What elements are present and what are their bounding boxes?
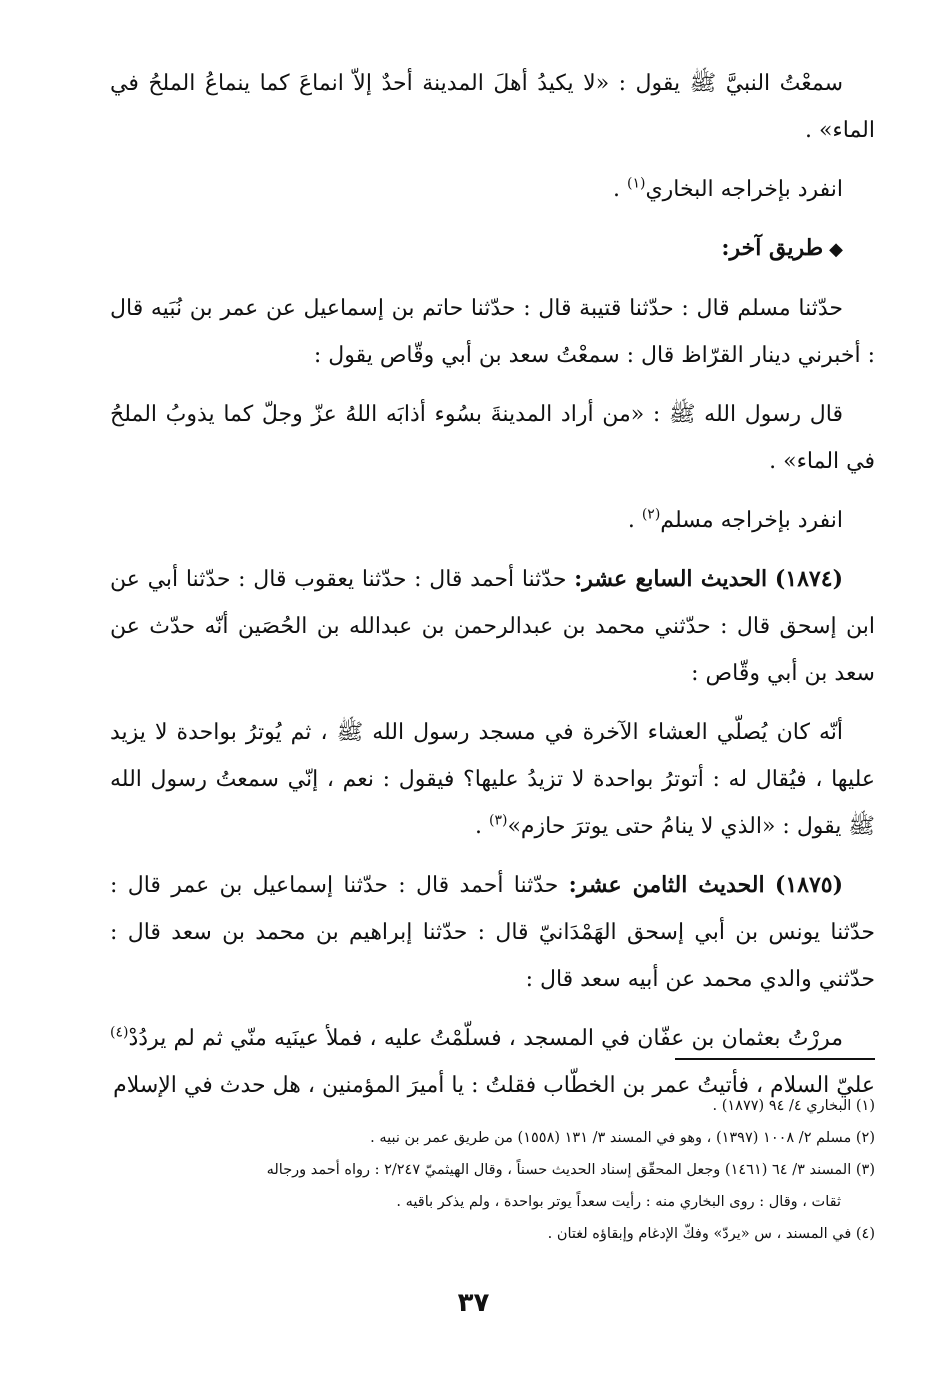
isnad-text: حدّثنا أحمد قال : حدّثنا إسماعيل بن عمر قال : حدّثنا يونس بن أبي إسحق الهَمْدَانيّ قال : حدّثنا إبراهيم بن محمد بن سعد قال : حدّثني والدي محمد عن أبيه سعد قال : [110, 873, 875, 992]
isnad-text: حدّثنا مسلم قال : حدّثنا قتيبة قال : حدّثنا حاتم بن إسماعيل عن عمر بن نُبَيه قال : أخبرني دينار القرّاظ قال : سمعْتُ سعد بن أبي وقّاص يقول : [110, 296, 875, 368]
hadith-title: الحديث السابع عشر: [574, 566, 768, 592]
hadith-1875 [110, 862, 875, 1003]
footnote-2: (٢) مسلم ٢/ ١٠٠٨ (١٣٩٧) ، وهو في المسند ٣/ ١٣١ (١٥٥٨) من طريق عمر بن نبيه . [370, 1130, 875, 1146]
paragraph: انفرد بإخراجه البخاري$^{(١)}$ . [612, 175, 843, 202]
diamond-icon: ◆ [829, 239, 843, 260]
page-number: ٣٧ [457, 1288, 490, 1318]
hadith-number: (١٨٧٤) [774, 566, 843, 592]
footnote-ref[interactable]: (١) [626, 175, 646, 192]
paragraph [110, 285, 875, 379]
paragraph: أنّه كان يُصلّي العشاء الآخرة في مسجد رسول الله ﷺ ، ثم يُوترُ بواحدة لا يزيد عليها ، فيُقال له : أتوترُ بواحدة لا تزيدُ عليها؟ فيقول : نعم ، إنّي سمعتُ رسول الله ﷺ يقول : «الذي لا ينامُ حتى يوترَ حازم»$^{(٣)}$ . [110, 720, 875, 839]
hadith-number: (١٨٧٥) [774, 872, 844, 898]
footnote-ref[interactable]: (٤) [110, 1024, 129, 1041]
main-text [110, 60, 875, 1121]
hadith-text: سمعْتُ النبيَّ ﷺ يقول : «لا يكيدُ أهلَ المدينة أحدٌ إلاّ انماعَ كما ينماعُ الملحُ في الماء» . [110, 71, 875, 143]
footnotes [110, 1090, 875, 1250]
footnote-1: (١) البخاري ٤/ ٩٤ (١٨٧٧) . [712, 1098, 875, 1114]
paragraph [110, 60, 875, 154]
hadith-text: أنّه كان يُصلّي العشاء الآخرة في مسجد رسول الله ﷺ ، ثم يُوترُ بواحدة لا يزيد عليها ، فيُقال له : أتوترُ بواحدة لا تزيدُ عليها؟ فيقول : نعم ، إنّي سمعتُ رسول الله ﷺ يقول : «الذي لا ينامُ حتى يوترَ حازم» [110, 720, 875, 839]
attribution-text: انفرد بإخراجه مسلم [660, 508, 843, 533]
hadith-title: الحديث الثامن عشر: [568, 872, 765, 898]
section-heading: ◆طريق آخر: [721, 235, 843, 261]
paragraph [110, 391, 875, 485]
paragraph: مررْتُ بعثمان بن عفّان في المسجد ، فسلّمْتُ عليه ، فملأ عينَيه منّي ثم لم يردُدْ$^{(٤)}$ عليّ السلام ، فأتيتُ عمر بن الخطّاب فقلتُ : يا أميرَ المؤمنين ، هل حدث في الإسلام [110, 1024, 875, 1098]
isnad-text: حدّثنا أحمد قال : حدّثنا يعقوب قال : حدّثنا أبي عن ابن إسحق قال : حدّثني محمد بن عبدالرحمن بن عبدالله بن الحُصَين أنّه حدّث عن سعد بن أبي وقّاص : [110, 567, 875, 686]
footnote-ref[interactable]: (٢) [641, 506, 661, 523]
attribution-text: انفرد بإخراجه البخاري [645, 177, 843, 202]
footnote-4: (٤) في المسند ، س «يردّ» وفكّ الإدغام وإبقاؤه لغتان . [547, 1226, 875, 1242]
hadith-text: مررْتُ بعثمان بن عفّان في المسجد ، فسلّمْتُ عليه ، فملأ عينَيه منّي ثم لم يردُدْ [128, 1026, 843, 1051]
footnote-ref[interactable]: (٣) [488, 812, 508, 829]
footnote-3-continuation: ثقات ، وقال : روى البخاري منه : رأيت سعداً يوتر بواحدة ، ولم يذكر باقيه . [396, 1194, 841, 1210]
footnote-divider [675, 1058, 875, 1060]
paragraph: انفرد بإخراجه مسلم$^{(٢)}$ . [627, 506, 843, 533]
hadith-text: قال رسول الله ﷺ : «من أراد المدينةَ بسُوء أذابَه اللهُ عزّ وجلّ كما يذوبُ الملحُ في الماء» . [110, 402, 875, 474]
hadith-1874 [110, 556, 875, 697]
footnote-3: (٣) المسند ٣/ ٦٤ (١٤٦١) وجعل المحقّق إسناد الحديث حسناً ، وقال الهيثميّ ٢/٢٤٧ : رواه أحمد ورجاله [266, 1162, 875, 1178]
